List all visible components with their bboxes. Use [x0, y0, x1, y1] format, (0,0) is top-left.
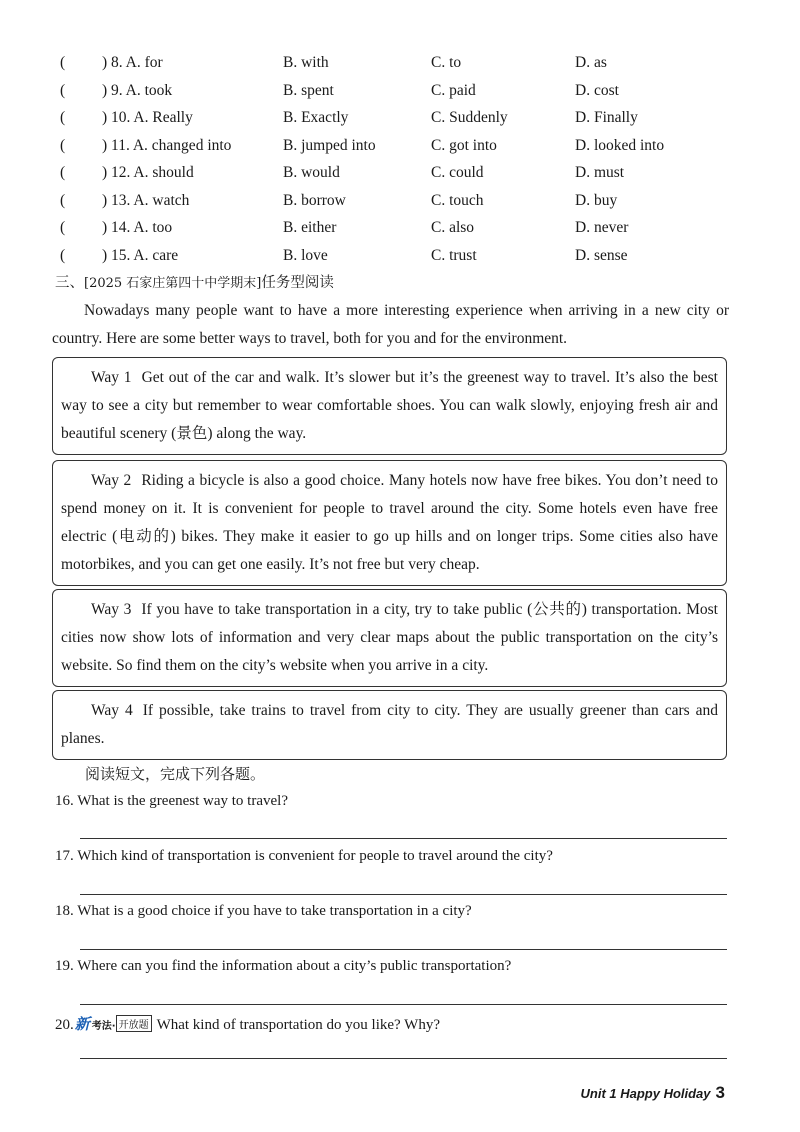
new-badge: 新	[74, 1015, 90, 1033]
question-16	[55, 793, 288, 810]
question-text: What is a good choice if you have to take transportation in a city?	[77, 903, 472, 919]
question-text: What is the greenest way to travel?	[77, 793, 288, 809]
way-label: Way 2	[91, 472, 132, 489]
open-question-tag: 开放题	[116, 1015, 152, 1032]
option-d: D. buy	[575, 191, 618, 209]
answer-paren[interactable]: (	[60, 109, 66, 126]
option-b: B. spent	[283, 81, 334, 99]
section-title: 任务型阅读	[261, 275, 334, 291]
instruction: 阅读短文，完成下列各题。	[85, 765, 266, 783]
option-b: B. with	[283, 54, 329, 71]
section-heading	[55, 271, 334, 292]
option-c: C. touch	[431, 191, 484, 209]
question-number: 17.	[55, 848, 74, 864]
answer-line[interactable]	[80, 894, 727, 895]
option-d: D. cost	[575, 81, 619, 99]
way-box	[52, 690, 727, 760]
way-text: If you have to take transportation in a city, try to take public (公共的) transportation. Most cities now show lots of information and very clear maps about the public transportation on the city’s website. So find them on the city’s website when you arrive in a city.	[61, 601, 718, 674]
option-d: D. looked into	[575, 136, 665, 154]
option-b: B. would	[283, 164, 340, 181]
answer-paren[interactable]: (	[60, 191, 66, 209]
answer-paren[interactable]: (	[60, 136, 66, 154]
intro-paragraph: Nowadays many people want to have a more interesting experience when arriving in a new city or country. Here are some better ways to travel, both for you and for the environment.	[52, 302, 729, 347]
way-box	[52, 357, 727, 455]
option-d: D. must	[575, 164, 625, 181]
option-c: C. to	[431, 54, 462, 71]
mc-row	[52, 243, 752, 271]
answer-paren[interactable]: (	[60, 219, 66, 236]
mc-row	[52, 133, 752, 161]
option-d: D. as	[575, 54, 607, 71]
method-tag: 考法·	[91, 1021, 116, 1032]
page-footer	[581, 1083, 726, 1103]
option-c: C. Suddenly	[431, 109, 508, 126]
option-a: ) 15. A. care	[102, 246, 179, 264]
option-a: ) 9. A. took	[102, 81, 173, 99]
answer-line[interactable]	[80, 1004, 727, 1005]
answer-line[interactable]	[80, 1058, 727, 1059]
option-c: C. got into	[431, 136, 497, 154]
option-b: B. jumped into	[283, 136, 376, 154]
question-18	[55, 903, 472, 920]
way-label: Way 4	[91, 702, 133, 719]
question-20	[55, 1013, 440, 1034]
option-a: ) 10. A. Really	[102, 109, 193, 126]
option-c: C. also	[431, 219, 475, 236]
option-b: B. borrow	[283, 191, 346, 209]
question-number: 16.	[55, 793, 74, 809]
question-19	[55, 958, 511, 975]
page-number: 3	[715, 1083, 725, 1102]
option-d: D. sense	[575, 246, 628, 264]
option-c: C. paid	[431, 81, 476, 99]
question-number: 20.	[55, 1017, 74, 1033]
way-label: Way 3	[91, 601, 132, 618]
way-text: If possible, take trains to travel from city to city. They are usually greener than cars and planes.	[61, 702, 718, 747]
way-label: Way 1	[91, 369, 132, 386]
answer-paren[interactable]: (	[60, 164, 66, 181]
question-text: Which kind of transportation is convenient for people to travel around the city?	[77, 848, 553, 864]
option-c: C. trust	[431, 246, 477, 264]
option-b: B. love	[283, 246, 328, 264]
question-17	[55, 848, 553, 865]
answer-paren[interactable]: (	[60, 246, 66, 264]
option-a: ) 12. A. should	[102, 164, 194, 181]
option-d: D. Finally	[575, 109, 638, 126]
answer-line[interactable]	[80, 838, 727, 839]
question-number: 18.	[55, 903, 74, 919]
mc-row	[52, 105, 752, 133]
option-a: ) 11. A. changed into	[102, 136, 232, 154]
section-prefix: 三、	[55, 275, 84, 291]
way-text: Riding a bicycle is also a good choice. Many hotels now have free bikes. You don’t need to spend money on it. It is convenient for people to travel around the city. Some hotels even have free electric (电动的) bikes. They make it easier to go up hills and on longer trips. Some cities also have motorbikes, and you can get one easily. It’s not free but very cheap.	[61, 472, 718, 573]
mc-row	[52, 188, 752, 216]
mc-row	[52, 215, 752, 243]
answer-paren[interactable]: (	[60, 81, 66, 99]
answer-line[interactable]	[80, 949, 727, 950]
way-box	[52, 460, 727, 586]
question-text: What kind of transportation do you like? Why?	[156, 1017, 440, 1033]
mc-row	[52, 160, 752, 188]
option-a: ) 14. A. too	[102, 219, 173, 236]
option-a: ) 8. A. for	[102, 54, 163, 71]
unit-title: Unit 1 Happy Holiday	[580, 1086, 711, 1101]
way-text: Get out of the car and walk. It’s slower but it’s the greenest way to travel. It’s also the best way to see a city but remember to wear comfortable shoes. You can walk slowly, enjoying fresh air and beautiful scenery (景色) along the way.	[61, 369, 718, 442]
option-d: D. never	[575, 219, 629, 236]
option-b: B. Exactly	[283, 109, 349, 126]
multiple-choice-list	[52, 50, 752, 270]
option-b: B. either	[283, 219, 337, 236]
option-a: ) 13. A. watch	[102, 191, 190, 209]
option-c: C. could	[431, 164, 484, 181]
way-box	[52, 589, 727, 687]
question-number: 19.	[55, 958, 74, 974]
section-source: [2025 石家庄第四十中学期末]	[84, 276, 262, 291]
question-text: Where can you find the information about a city’s public transportation?	[77, 958, 512, 974]
answer-paren[interactable]: (	[60, 54, 66, 71]
mc-row	[52, 78, 752, 106]
mc-row	[52, 50, 752, 78]
